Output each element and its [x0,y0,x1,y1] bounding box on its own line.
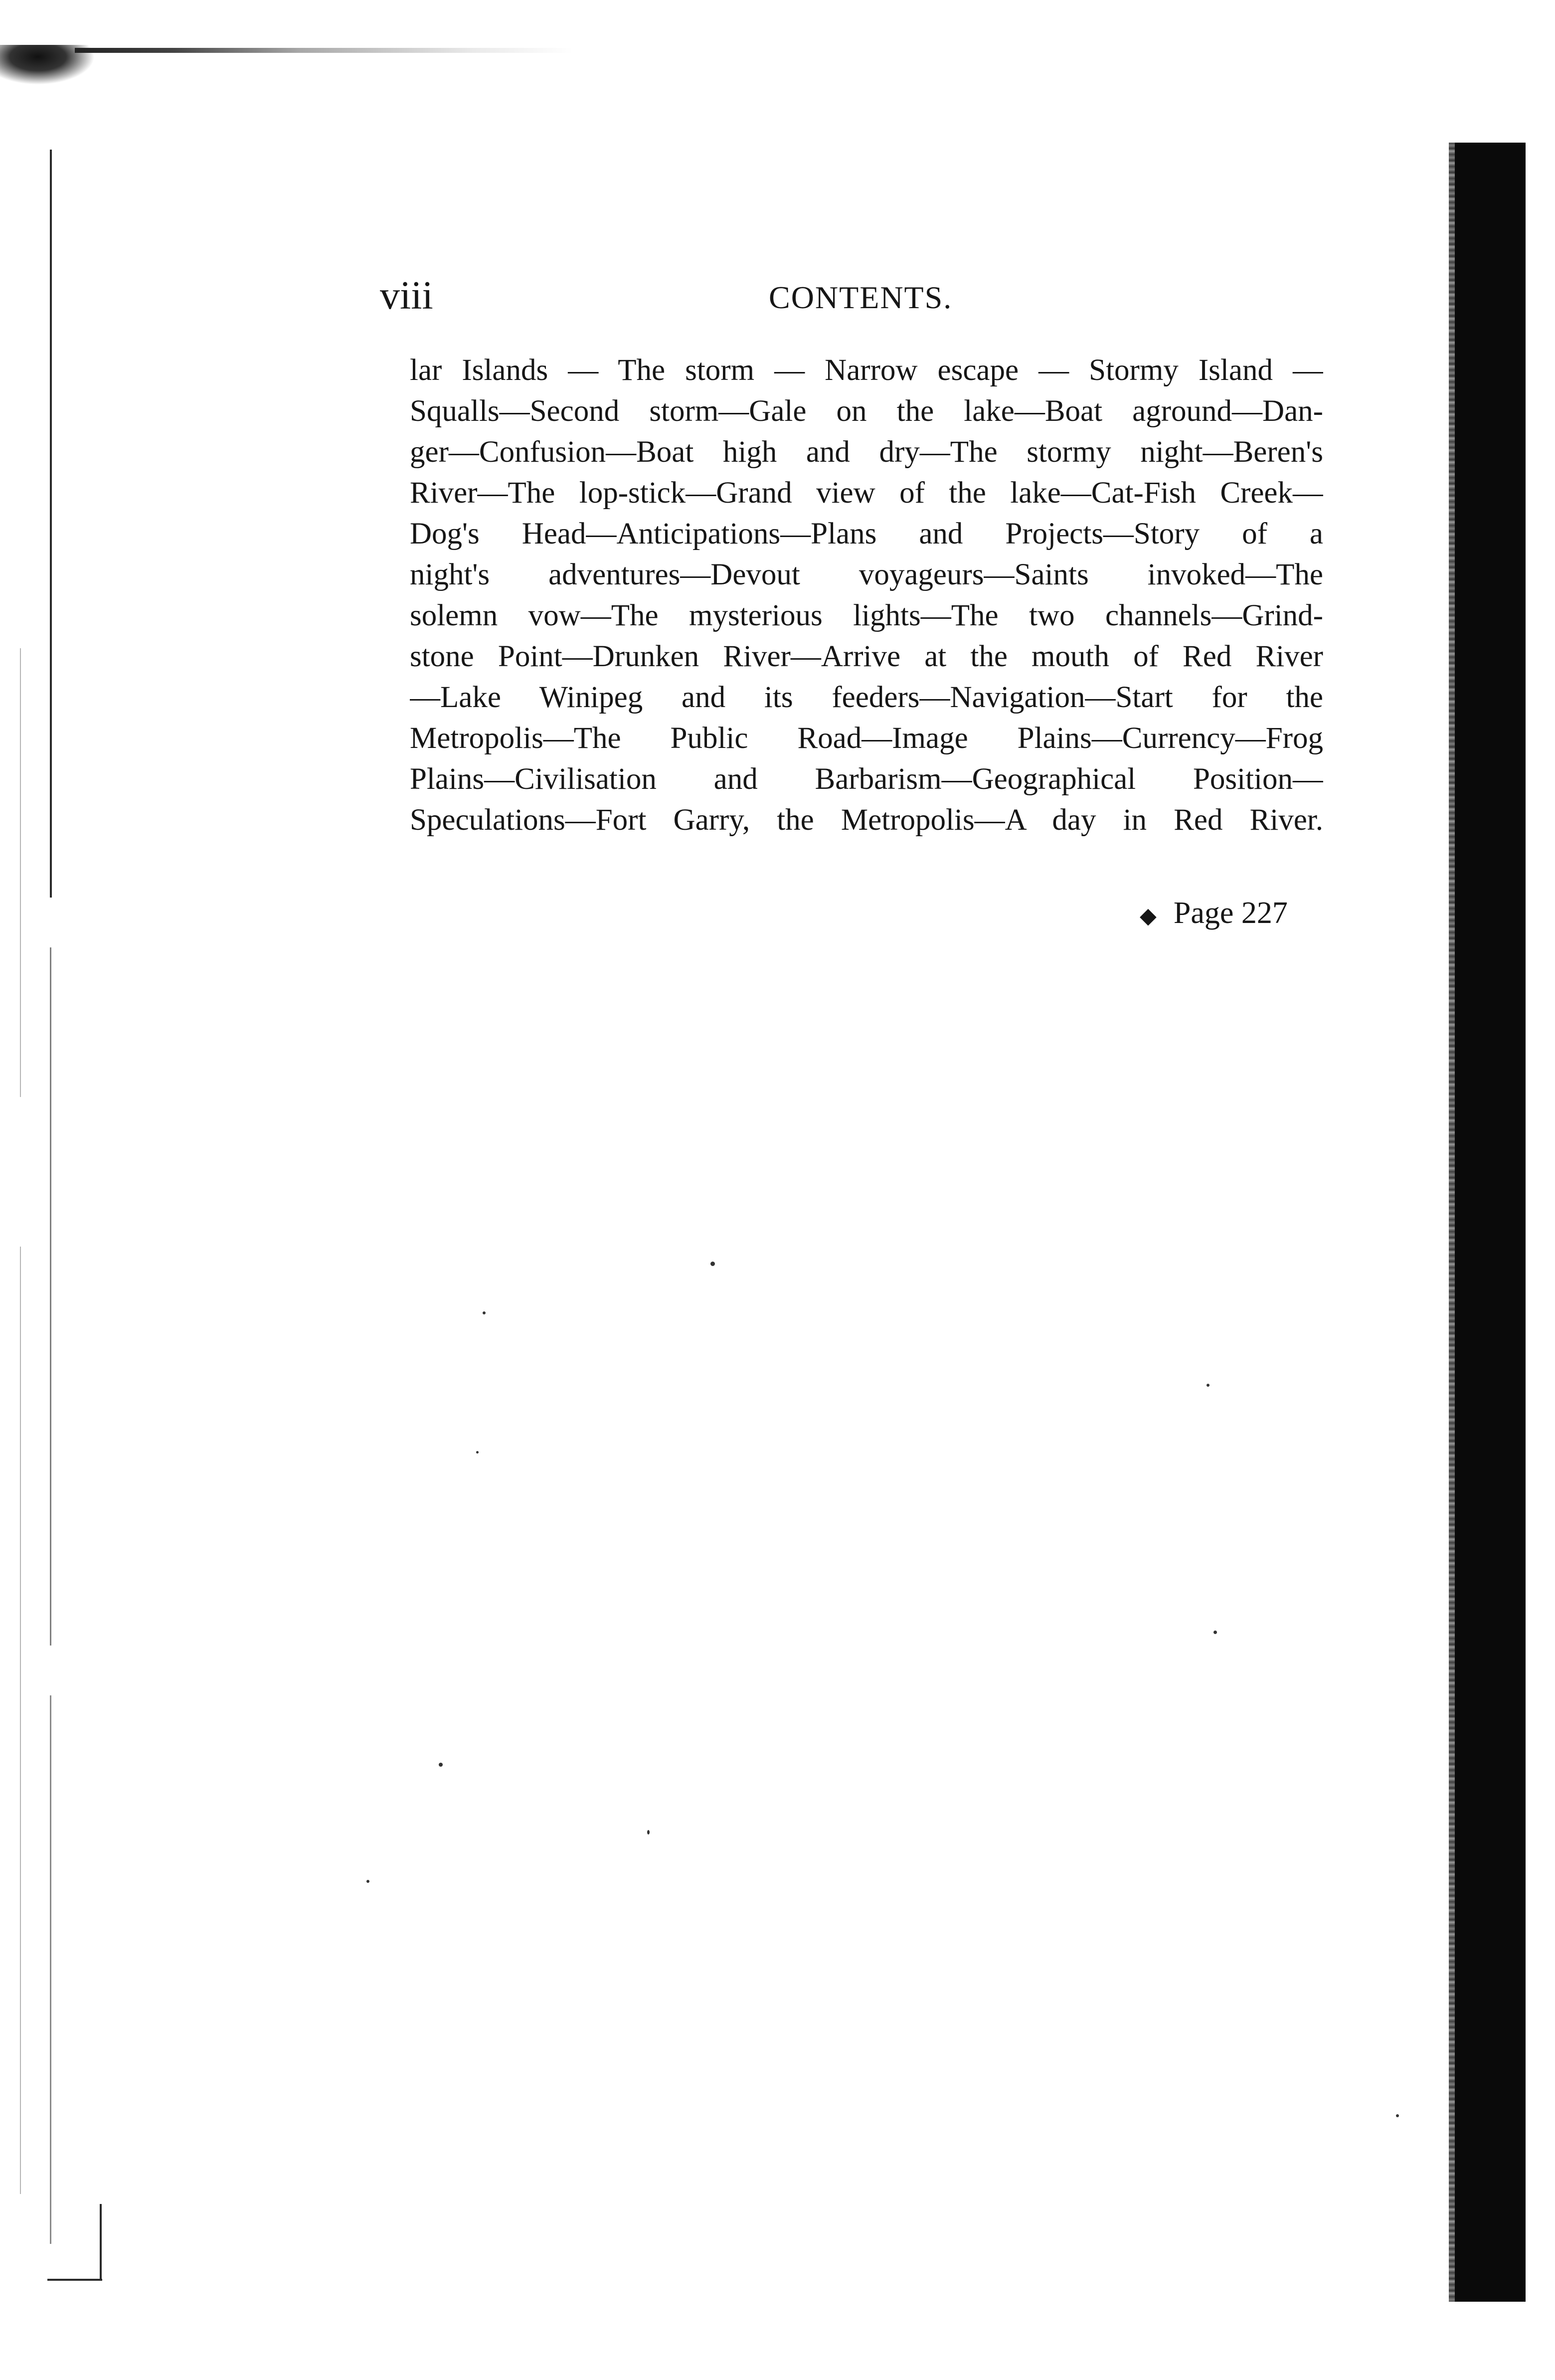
text-line: Squalls—Second storm—Gale on the lake—Boat aground—Dan- [410,394,1323,428]
text-line: solemn vow—The mysterious lights—The two channels—Grind- [410,599,1323,632]
text-line: Metropolis—The Public Road—Image Plains—Currency—Frog [410,722,1323,755]
gutter-line [100,2204,102,2279]
text-line: Plains—Civilisation and Barbarism—Geographical Position— [410,762,1323,796]
text-line: stone Point—Drunken River—Arrive at the mouth of Red River [410,640,1323,673]
scan-speck [1213,1631,1217,1634]
page-number: viii [380,274,433,318]
gutter-line [50,150,52,898]
text-line: ger—Confusion—Boat high and dry—The stormy night—Beren's [410,435,1323,469]
page-header [380,273,1327,318]
scan-speck [439,1763,443,1767]
gutter-line [20,1247,21,2194]
pointer-mark-icon: ◆ [1140,903,1157,928]
scan-speck [710,1262,715,1266]
running-head: CONTENTS. [769,280,953,315]
binding-shadow [1455,143,1526,2302]
text-line: night's adventures—Devout voyageurs—Saints invoked—The [410,558,1323,591]
text-line: lar Islands — The storm — Narrow escape — Stormy Island — [410,354,1323,387]
scan-speck [483,1311,486,1314]
gutter-line [50,947,51,1646]
text-line: Speculations—Fort Garry, the Metropolis—A day in Red River. [410,803,1323,837]
scan-speck [476,1451,479,1454]
gutter-line [20,648,21,1097]
scan-speck [1207,1384,1209,1387]
page-reference-label: Page 227 [1173,896,1288,930]
scan-speck [1396,2114,1399,2117]
gutter-line [47,2279,102,2281]
text-line: River—The lop-stick—Grand view of the lake—Cat-Fish Creek— [410,476,1323,510]
gutter-line [50,1695,51,2244]
scan-speck [366,1880,369,1883]
text-line: —Lake Winipeg and its feeders—Navigation—Start for the [410,681,1323,714]
scan-speck [647,1830,650,1834]
contents-entry [410,350,1323,841]
page-reference [1140,893,1288,936]
text-line: Dog's Head—Anticipations—Plans and Projects—Story of a [410,517,1323,550]
scan-top-edge-smudge [75,48,573,53]
